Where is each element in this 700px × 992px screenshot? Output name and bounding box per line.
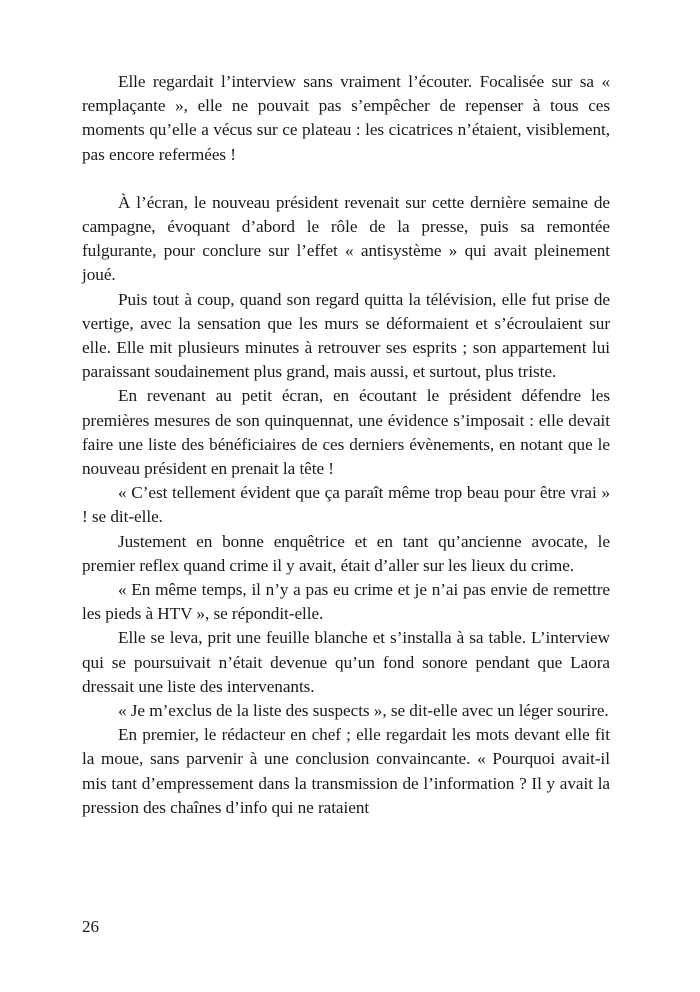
paragraph-3: Puis tout à coup, quand son regard quitta la télévision, elle fut prise de vertige, avec la sensation que les murs se déformaient et s’écroulaient sur elle. Elle mit plusieurs minutes à retrouver ses esprits ; son appartement lui paraissant soudainement plus grand, mais aussi, et surtout, plus triste. xyxy=(82,289,610,382)
paragraph-9: « Je m’exclus de la liste des suspects », se dit-elle avec un léger sourire. xyxy=(118,701,609,721)
paragraph-1: Elle regardait l’interview sans vraiment l’écouter. Focalisée sur sa « remplaçante », elle ne pouvait pas s’empêcher de repenser à tous ces moments qu’elle a vécus sur ce plateau : les cicatrices n’étaient, visiblement, pas encore refermées ! xyxy=(82,72,610,164)
paragraph-6: Justement en bonne enquêtrice et en tant qu’ancienne avocate, le premier reflex quand crime il y avait, était d’aller sur les lieux du crime. xyxy=(82,531,610,575)
paragraph-7: « En même temps, il n’y a pas eu crime et je n’ai pas envie de remettre les pieds à HTV », se répondit-elle. xyxy=(82,580,610,624)
section-break xyxy=(82,167,610,191)
page-number: 26 xyxy=(82,917,99,936)
paragraph-5: « C’est tellement évident que ça paraît même trop beau pour être vrai » ! se dit-elle. xyxy=(82,483,610,527)
paragraph-2: À l’écran, le nouveau président revenait sur cette dernière semaine de campagne, évoquant d’abord le rôle de la presse, puis sa remontée fulgurante, pour conclure sur l’effet « antisystème » qui avait pleinement joué. xyxy=(82,192,610,285)
paragraph-8: Elle se leva, prit une feuille blanche et s’installa à sa table. L’interview qui se poursuivait n’était devenue qu’un fond sonore pendant que Laora dressait une liste des intervenants. xyxy=(82,628,610,696)
paragraph-10: En premier, le rédacteur en chef ; elle regardait les mots devant elle fit la moue, sans parvenir à une conclusion convaincante. « Pourquoi avait-il mis tant d’empressement dans la transmission de l’information ? Il y avait la pression des chaînes d’info qui ne rataient xyxy=(82,725,610,817)
page-body xyxy=(82,70,610,820)
paragraph-4: En revenant au petit écran, en écoutant le président défendre les premières mesures de son quinquennat, une évidence s’imposait : elle devait faire une liste des bénéficiaires de ces derniers évènements, en notant que le nouveau président en prenait la tête ! xyxy=(82,386,610,479)
